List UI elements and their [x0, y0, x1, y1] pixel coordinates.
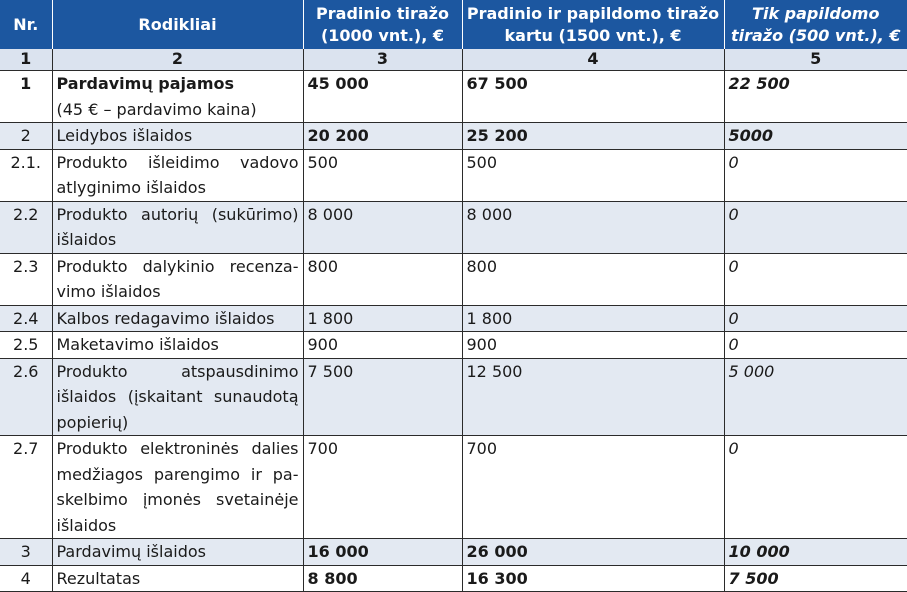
value-combined: 26 000 [462, 539, 724, 566]
row-number: 2.7 [0, 436, 52, 539]
header-row [0, 0, 907, 49]
table-row [0, 358, 907, 436]
column-number: 5 [724, 49, 907, 71]
value-additional: 0 [724, 436, 907, 539]
value-initial: 700 [303, 436, 462, 539]
header-additional-only: Tik papildomo tiražo (500 vnt.), € [724, 0, 907, 49]
row-number: 2.2 [0, 201, 52, 253]
value-initial: 800 [303, 253, 462, 305]
column-number: 2 [52, 49, 303, 71]
value-initial: 16 000 [303, 539, 462, 566]
header-initial-print: Pradinio tiražo (1000 vnt.), € [303, 0, 462, 49]
column-number: 1 [0, 49, 52, 71]
row-label-cell [52, 71, 303, 123]
row-number: 3 [0, 539, 52, 566]
value-additional: 10 000 [724, 539, 907, 566]
value-combined: 8 000 [462, 201, 724, 253]
table-row [0, 565, 907, 592]
value-additional: 22 500 [724, 71, 907, 123]
value-initial: 45 000 [303, 71, 462, 123]
value-initial: 1 800 [303, 305, 462, 332]
row-number: 2.3 [0, 253, 52, 305]
row-label: Pardavimų pajamos [56, 74, 234, 93]
row-number: 2.1. [0, 149, 52, 201]
value-additional: 0 [724, 332, 907, 359]
column-number: 4 [462, 49, 724, 71]
table-row [0, 123, 907, 150]
row-number: 2.4 [0, 305, 52, 332]
value-additional: 0 [724, 305, 907, 332]
value-initial: 7 500 [303, 358, 462, 436]
table-row [0, 539, 907, 566]
row-label: Pardavimų išlaidos [52, 539, 303, 566]
value-additional: 0 [724, 201, 907, 253]
row-number: 4 [0, 565, 52, 592]
header-nr: Nr. [0, 0, 52, 49]
value-initial: 900 [303, 332, 462, 359]
table-row [0, 305, 907, 332]
table-row [0, 253, 907, 305]
value-combined: 12 500 [462, 358, 724, 436]
column-number-row [0, 49, 907, 71]
row-label: Rezultatas [52, 565, 303, 592]
value-combined: 1 800 [462, 305, 724, 332]
header-initial-plus-additional: Pradinio ir papildomo tiražo kartu (1500 vnt.), € [462, 0, 724, 49]
header-rodikliai: Rodikliai [52, 0, 303, 49]
row-number: 2.6 [0, 358, 52, 436]
value-initial: 8 800 [303, 565, 462, 592]
row-sublabel: (45 € – pardavimo kaina) [56, 99, 257, 119]
row-label: Produkto išleidimo vadovo atlyginimo išlaidos [52, 149, 303, 201]
value-combined: 800 [462, 253, 724, 305]
value-combined: 900 [462, 332, 724, 359]
row-number: 1 [0, 71, 52, 123]
value-additional: 7 500 [724, 565, 907, 592]
value-initial: 8 000 [303, 201, 462, 253]
row-number: 2 [0, 123, 52, 150]
value-initial: 500 [303, 149, 462, 201]
value-combined: 700 [462, 436, 724, 539]
value-additional: 5000 [724, 123, 907, 150]
value-additional: 0 [724, 253, 907, 305]
row-label: Produkto dalykinio recenza-vimo išlaidos [52, 253, 303, 305]
column-number: 3 [303, 49, 462, 71]
value-additional: 5 000 [724, 358, 907, 436]
value-combined: 16 300 [462, 565, 724, 592]
value-initial: 20 200 [303, 123, 462, 150]
table-row [0, 332, 907, 359]
row-label: Produkto autorių (sukūrimo) išlaidos [52, 201, 303, 253]
table-row [0, 71, 907, 123]
value-combined: 25 200 [462, 123, 724, 150]
row-label: Maketavimo išlaidos [52, 332, 303, 359]
row-number: 2.5 [0, 332, 52, 359]
row-label: Leidybos išlaidos [52, 123, 303, 150]
value-combined: 67 500 [462, 71, 724, 123]
value-combined: 500 [462, 149, 724, 201]
table-row [0, 149, 907, 201]
table-row [0, 201, 907, 253]
row-label: Produkto elektroninės dalies medžiagos parengimo ir pa-skelbimo įmonės svetainėje išlaidos [52, 436, 303, 539]
row-label: Kalbos redagavimo išlaidos [52, 305, 303, 332]
row-label: Produkto atspausdinimo išlaidos (įskaitant sunaudotą popierių) [52, 358, 303, 436]
table-row [0, 436, 907, 539]
value-additional: 0 [724, 149, 907, 201]
